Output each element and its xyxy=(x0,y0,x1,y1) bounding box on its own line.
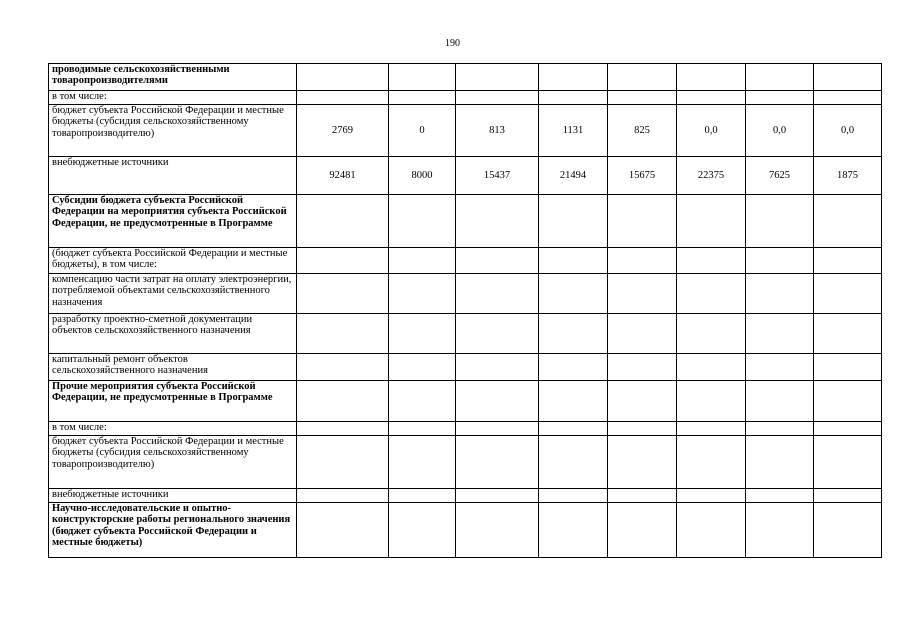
value-cell xyxy=(297,489,389,503)
value-cell: 15437 xyxy=(456,157,539,195)
value-cell xyxy=(814,436,882,489)
value-cell xyxy=(677,489,746,503)
value-cell: 22375 xyxy=(677,157,746,195)
row-label: Субсидии бюджета субъекта Российской Федерации на мероприятия субъекта Российской Федерации, не предусмотренные в Программе xyxy=(49,195,297,248)
value-cell xyxy=(814,64,882,91)
row-label: бюджет субъекта Российской Федерации и местные бюджеты (субсидия сельскохозяйственному товаропроизводителю) xyxy=(49,436,297,489)
value-cell xyxy=(608,195,677,248)
value-cell xyxy=(456,195,539,248)
row-label: разработку проектно-сметной документации объектов сельскохозяйственного назначения xyxy=(49,314,297,354)
value-cell xyxy=(389,314,456,354)
value-cell: 0 xyxy=(389,105,456,157)
value-cell xyxy=(456,422,539,436)
table-row xyxy=(49,157,882,195)
value-cell xyxy=(456,489,539,503)
value-cell: 8000 xyxy=(389,157,456,195)
value-cell xyxy=(389,274,456,314)
value-cell xyxy=(746,503,814,558)
value-cell xyxy=(456,314,539,354)
value-cell xyxy=(539,248,608,274)
value-cell xyxy=(746,274,814,314)
value-cell xyxy=(297,422,389,436)
table-row xyxy=(49,314,882,354)
value-cell xyxy=(814,489,882,503)
row-label: Прочие мероприятия субъекта Российской Федерации, не предусмотренные в Программе xyxy=(49,381,297,422)
value-cell xyxy=(297,314,389,354)
value-cell xyxy=(456,248,539,274)
value-cell xyxy=(677,503,746,558)
value-cell: 92481 xyxy=(297,157,389,195)
value-cell xyxy=(297,381,389,422)
value-cell xyxy=(456,91,539,105)
row-label: капитальный ремонт объектов сельскохозяйственного назначения xyxy=(49,354,297,381)
value-cell xyxy=(389,354,456,381)
table-row xyxy=(49,436,882,489)
value-cell xyxy=(389,195,456,248)
value-cell xyxy=(456,503,539,558)
value-cell xyxy=(677,274,746,314)
table-row xyxy=(49,64,882,91)
value-cell xyxy=(814,195,882,248)
value-cell xyxy=(389,91,456,105)
table-row xyxy=(49,195,882,248)
row-label: внебюджетные источники xyxy=(49,489,297,503)
value-cell xyxy=(389,248,456,274)
table-row xyxy=(49,489,882,503)
value-cell xyxy=(746,489,814,503)
value-cell: 0,0 xyxy=(746,105,814,157)
table-body xyxy=(49,64,882,558)
value-cell xyxy=(814,354,882,381)
table-row xyxy=(49,354,882,381)
value-cell xyxy=(389,489,456,503)
value-cell xyxy=(389,436,456,489)
value-cell xyxy=(297,195,389,248)
value-cell xyxy=(539,195,608,248)
value-cell xyxy=(677,195,746,248)
value-cell xyxy=(539,503,608,558)
value-cell xyxy=(539,274,608,314)
value-cell: 0,0 xyxy=(814,105,882,157)
value-cell xyxy=(608,381,677,422)
value-cell xyxy=(608,436,677,489)
value-cell xyxy=(608,91,677,105)
value-cell xyxy=(456,274,539,314)
value-cell xyxy=(539,422,608,436)
value-cell xyxy=(608,489,677,503)
value-cell xyxy=(677,354,746,381)
value-cell xyxy=(539,314,608,354)
value-cell: 825 xyxy=(608,105,677,157)
value-cell xyxy=(677,381,746,422)
value-cell xyxy=(746,381,814,422)
value-cell xyxy=(677,91,746,105)
value-cell xyxy=(746,354,814,381)
value-cell xyxy=(539,381,608,422)
value-cell xyxy=(746,422,814,436)
row-label: компенсацию части затрат на оплату электроэнергии, потребляемой объектами сельскохозяйственного назначения xyxy=(49,274,297,314)
table-row xyxy=(49,422,882,436)
value-cell xyxy=(297,274,389,314)
table-row xyxy=(49,105,882,157)
value-cell xyxy=(608,274,677,314)
table-row xyxy=(49,248,882,274)
value-cell: 2769 xyxy=(297,105,389,157)
value-cell xyxy=(814,381,882,422)
value-cell xyxy=(539,436,608,489)
row-label: Научно-исследовательские и опытно-конструкторские работы регионального значения (бюджет субъекта Российской Федерации и местные бюджеты) xyxy=(49,503,297,558)
value-cell xyxy=(608,503,677,558)
value-cell xyxy=(539,354,608,381)
value-cell xyxy=(677,64,746,91)
value-cell xyxy=(389,503,456,558)
value-cell xyxy=(814,248,882,274)
value-cell xyxy=(746,314,814,354)
table-row xyxy=(49,503,882,558)
value-cell xyxy=(677,314,746,354)
value-cell xyxy=(539,64,608,91)
value-cell xyxy=(608,422,677,436)
value-cell xyxy=(539,489,608,503)
row-label: проводимые сельскохозяйственными товаропроизводителями xyxy=(49,64,297,91)
value-cell xyxy=(389,381,456,422)
value-cell xyxy=(456,64,539,91)
value-cell xyxy=(456,354,539,381)
value-cell xyxy=(297,436,389,489)
value-cell xyxy=(814,503,882,558)
value-cell xyxy=(814,274,882,314)
value-cell xyxy=(539,91,608,105)
value-cell xyxy=(814,422,882,436)
value-cell xyxy=(746,91,814,105)
value-cell xyxy=(297,354,389,381)
page-number: 190 xyxy=(445,38,460,49)
row-label: (бюджет субъекта Российской Федерации и местные бюджеты), в том числе: xyxy=(49,248,297,274)
value-cell: 1131 xyxy=(539,105,608,157)
value-cell xyxy=(608,314,677,354)
table-row xyxy=(49,381,882,422)
value-cell xyxy=(746,248,814,274)
budget-table xyxy=(48,63,882,558)
value-cell: 0,0 xyxy=(677,105,746,157)
value-cell: 21494 xyxy=(539,157,608,195)
value-cell xyxy=(677,436,746,489)
value-cell xyxy=(297,503,389,558)
value-cell xyxy=(677,248,746,274)
value-cell xyxy=(297,91,389,105)
value-cell xyxy=(746,195,814,248)
row-label: в том числе: xyxy=(49,422,297,436)
value-cell xyxy=(297,64,389,91)
value-cell xyxy=(814,91,882,105)
row-label: внебюджетные источники xyxy=(49,157,297,195)
value-cell xyxy=(456,436,539,489)
value-cell xyxy=(608,64,677,91)
row-label: в том числе: xyxy=(49,91,297,105)
value-cell: 15675 xyxy=(608,157,677,195)
value-cell xyxy=(389,422,456,436)
value-cell: 813 xyxy=(456,105,539,157)
value-cell xyxy=(746,64,814,91)
value-cell xyxy=(814,314,882,354)
row-label: бюджет субъекта Российской Федерации и местные бюджеты (субсидия сельскохозяйственному товаропроизводителю) xyxy=(49,105,297,157)
value-cell xyxy=(746,436,814,489)
value-cell xyxy=(608,354,677,381)
value-cell xyxy=(677,422,746,436)
table-row xyxy=(49,274,882,314)
value-cell xyxy=(389,64,456,91)
value-cell xyxy=(456,381,539,422)
value-cell: 1875 xyxy=(814,157,882,195)
value-cell xyxy=(608,248,677,274)
value-cell: 7625 xyxy=(746,157,814,195)
table-row xyxy=(49,91,882,105)
value-cell xyxy=(297,248,389,274)
